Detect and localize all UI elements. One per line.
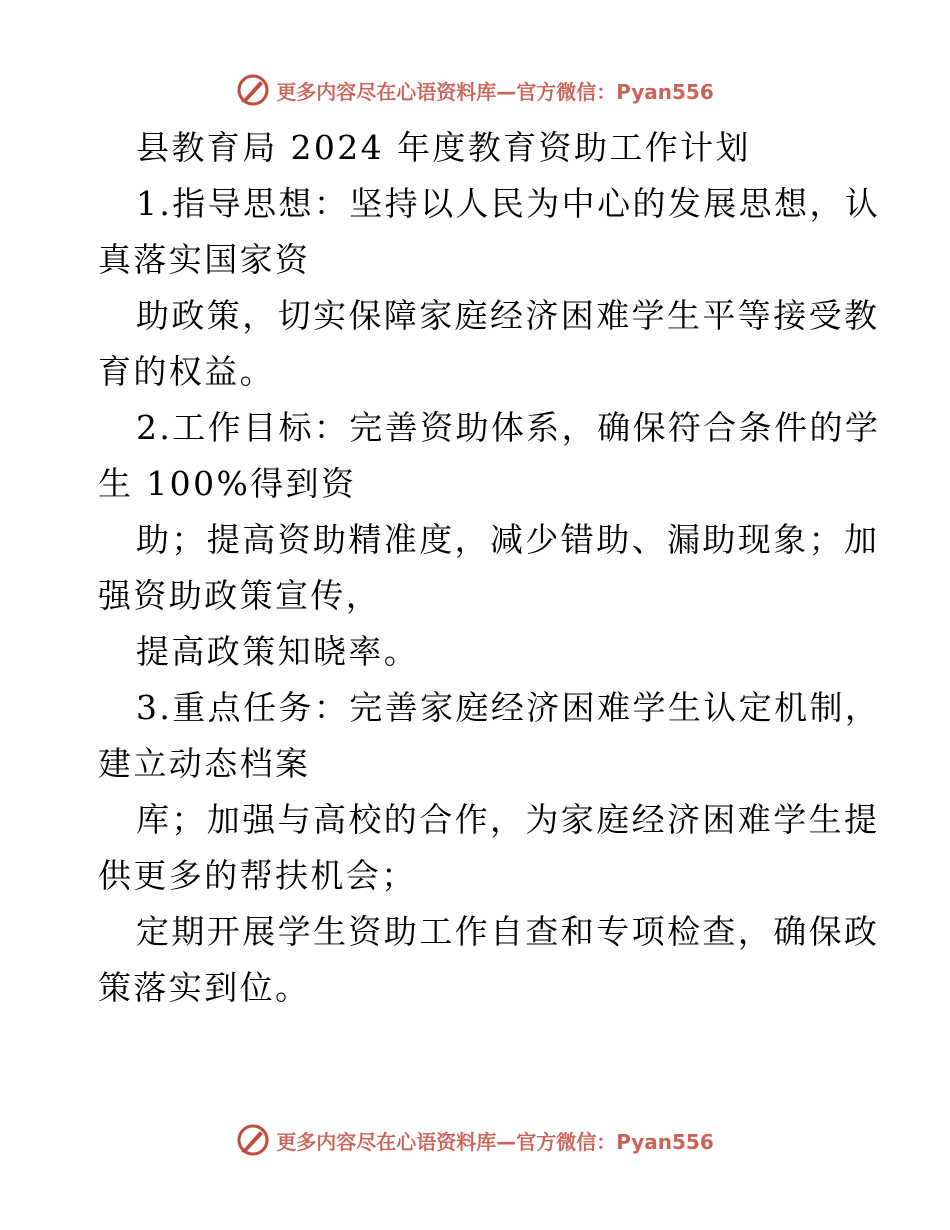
paragraph-line: 真落实国家资 [98,240,311,279]
watermark-text: 更多内容尽在心语资料库—官方微信：Pyan556 [276,79,714,104]
paragraph-line: 助；提高资助精准度，减少错助、漏助现象；加 [136,520,880,559]
paragraph-line: 助政策，切实保障家庭经济困难学生平等接受教 [136,296,880,335]
footer-watermark [0,1120,950,1160]
paragraph-line: 供更多的帮扶机会； [98,856,417,895]
quill-logo-icon [236,73,270,107]
paragraph-line: 3.重点任务：完善家庭经济困难学生认定机制， [136,688,881,727]
paragraph-line: 建立动态档案 [98,744,311,783]
paragraph-line: 提高政策知晓率。 [136,632,420,671]
document-body [98,120,881,1016]
quill-logo-icon [236,1123,270,1157]
paragraph-line: 强资助政策宣传， [98,576,382,615]
document-title: 县教育局 2024 年度教育资助工作计划 [136,128,751,167]
header-watermark [0,70,950,110]
paragraph-line: 定期开展学生资助工作自查和专项检查，确保政 [136,912,880,951]
paragraph-line: 育的权益。 [98,352,275,391]
paragraph-line: 1.指导思想：坚持以人民为中心的发展思想，认 [136,184,881,223]
paragraph-line: 策落实到位。 [98,968,311,1007]
paragraph-line: 生 100%得到资 [98,464,357,503]
paragraph-line: 库；加强与高校的合作，为家庭经济困难学生提 [136,800,880,839]
paragraph-line: 2.工作目标：完善资助体系，确保符合条件的学 [136,408,881,447]
watermark-text: 更多内容尽在心语资料库—官方微信：Pyan556 [276,1129,714,1154]
